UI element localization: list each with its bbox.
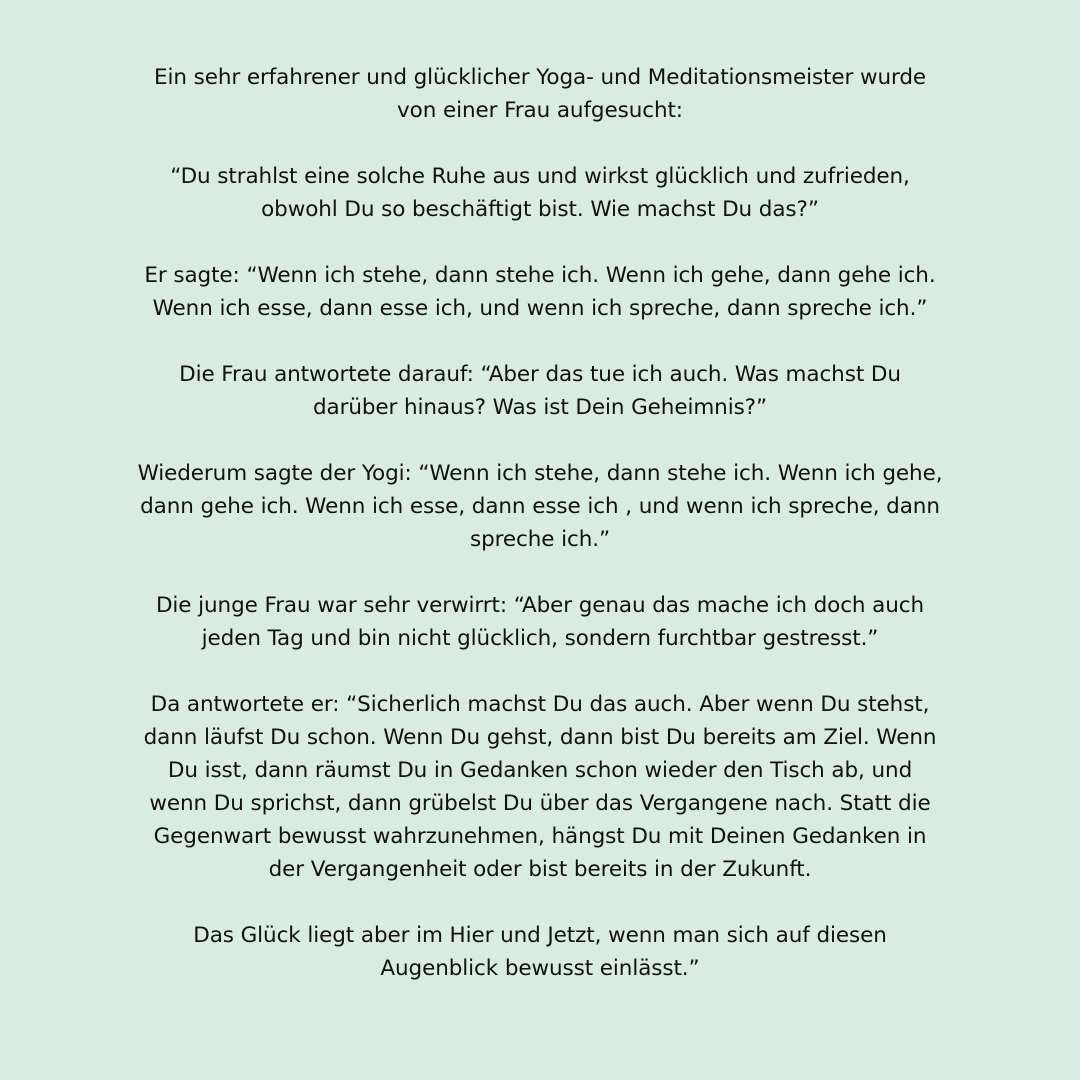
paragraph-conclusion xyxy=(40,919,1040,985)
text-line: der Vergangenheit oder bist bereits in der Zukunft. xyxy=(268,857,812,882)
text-line: Ein sehr erfahrener und glücklicher Yoga- und Meditationsmeister wurde xyxy=(153,65,927,90)
story-text xyxy=(40,61,1040,1018)
text-line: Wiederum sagte der Yogi: “Wenn ich stehe, dann stehe ich. Wenn ich gehe, xyxy=(137,461,943,486)
paragraph-master-explanation xyxy=(40,688,1040,886)
paragraph-master-answer xyxy=(40,259,1040,325)
paragraph-woman-confused xyxy=(40,589,1040,655)
text-line: Die Frau antwortete darauf: “Aber das tue ich auch. Was machst Du xyxy=(179,362,901,387)
text-line: Du isst, dann räumst Du in Gedanken schon wieder den Tisch ab, und xyxy=(167,758,913,783)
text-line: Augenblick bewusst einlässt.” xyxy=(380,956,700,981)
paragraph-woman-question xyxy=(40,160,1040,226)
text-line: Da antwortete er: “Sicherlich machst Du das auch. Aber wenn Du stehst, xyxy=(150,692,930,717)
text-line: jeden Tag und bin nicht glücklich, sondern furchtbar gestresst.” xyxy=(201,626,879,651)
paragraph-intro xyxy=(40,61,1040,127)
text-line: Gegenwart bewusst wahrzunehmen, hängst Du mit Deinen Gedanken in xyxy=(153,824,927,849)
paragraph-yogi-repeat xyxy=(40,457,1040,556)
text-line: dann gehe ich. Wenn ich esse, dann esse ich , und wenn ich spreche, dann xyxy=(140,494,940,519)
paragraph-woman-reply xyxy=(40,358,1040,424)
text-line: Das Glück liegt aber im Hier und Jetzt, wenn man sich auf diesen xyxy=(193,923,887,948)
text-line: spreche ich.” xyxy=(469,527,611,552)
text-line: obwohl Du so beschäftigt bist. Wie machst Du das?” xyxy=(261,197,819,222)
text-line: dann läufst Du schon. Wenn Du gehst, dann bist Du bereits am Ziel. Wenn xyxy=(143,725,937,750)
text-line: Wenn ich esse, dann esse ich, und wenn ich spreche, dann spreche ich.” xyxy=(152,296,928,321)
text-line: darüber hinaus? Was ist Dein Geheimnis?” xyxy=(312,395,768,420)
text-line: “Du strahlst eine solche Ruhe aus und wirkst glücklich und zufrieden, xyxy=(170,164,910,189)
text-line: Er sagte: “Wenn ich stehe, dann stehe ich. Wenn ich gehe, dann gehe ich. xyxy=(144,263,936,288)
text-line: wenn Du sprichst, dann grübelst Du über das Vergangene nach. Statt die xyxy=(149,791,931,816)
text-line: von einer Frau aufgesucht: xyxy=(397,98,683,123)
text-line: Die junge Frau war sehr verwirrt: “Aber genau das mache ich doch auch xyxy=(155,593,925,618)
